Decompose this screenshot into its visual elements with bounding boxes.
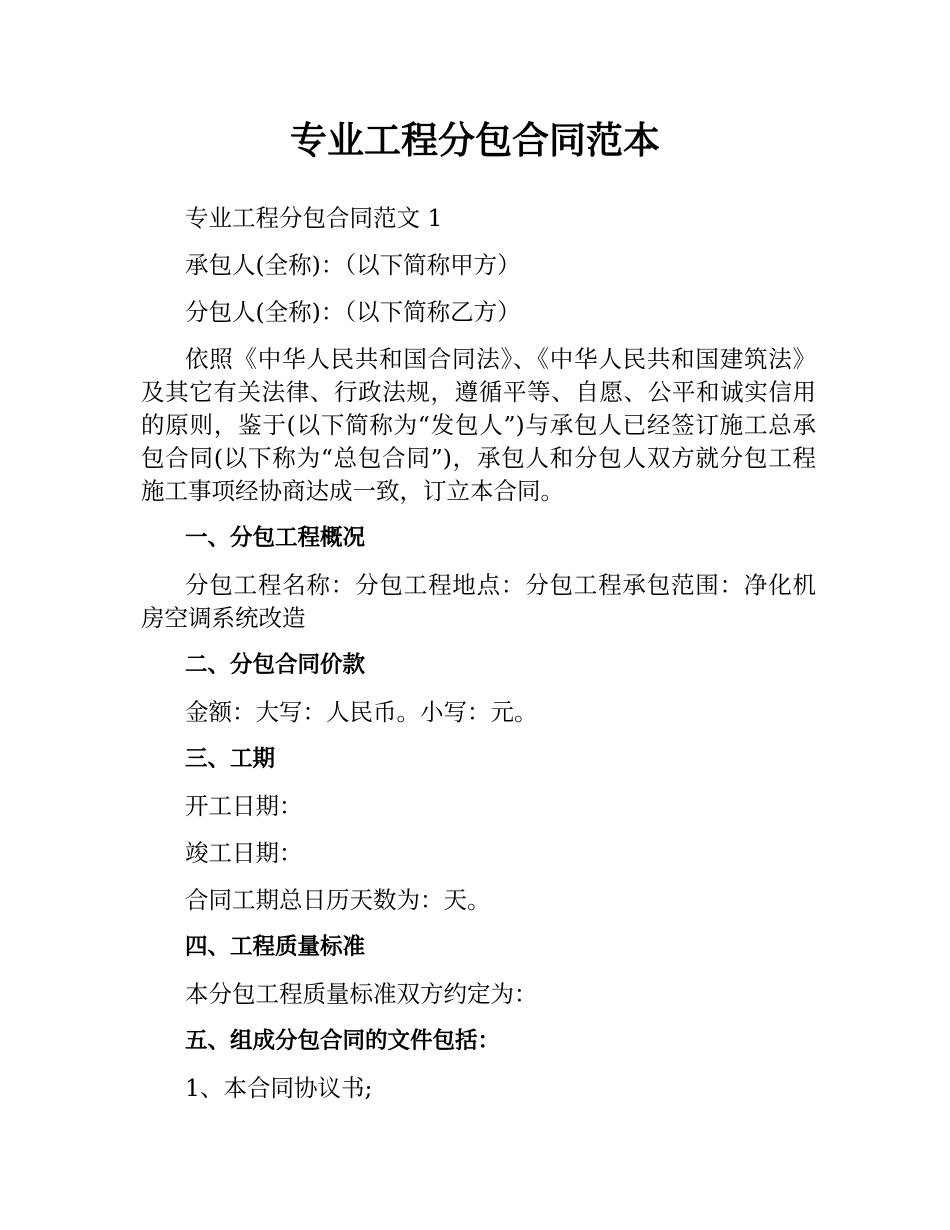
document-subtitle: 专业工程分包合同范文 1 [185, 204, 443, 232]
overview-text: 分包工程名称：分包工程地点：分包工程承包范围：净化机房空调系统改造 [141, 571, 816, 632]
quality-text: 本分包工程质量标准双方约定为： [185, 980, 538, 1008]
contractor-line: 承包人(全称)：（以下简称甲方） [185, 251, 521, 279]
section-heading-quality: 四、工程质量标准 [185, 934, 366, 960]
document-body [141, 202, 816, 1105]
section-heading-overview: 一、分包工程概况 [185, 525, 366, 551]
completion-date-line: 竣工日期： [185, 839, 303, 867]
total-days-line: 合同工期总日历天数为：天。 [185, 886, 491, 914]
section-heading-schedule: 三、工期 [185, 746, 276, 772]
preamble-paragraph: 依照《中华人民共和国合同法》、《中华人民共和国建筑法》及其它有关法律、行政法规，遵循平等、自愿、公平和诚实信用的原则，鉴于(以下简称为“发包人”)与承包人已经签订施工总承包合同(以下称为“总包合同”)，承包人和分包人双方就分包工程施工事项经协商达成一致，订立本合同。 [141, 345, 816, 505]
price-text: 金额：大写：人民币。小写：元。 [185, 698, 538, 726]
start-date-line: 开工日期： [185, 792, 303, 820]
subcontractor-line: 分包人(全称)：（以下简称乙方） [185, 298, 521, 326]
section-heading-documents: 五、组成分包合同的文件包括： [185, 1028, 501, 1054]
documents-item-1: 1、本合同协议书; [185, 1074, 373, 1102]
section-heading-price: 二、分包合同价款 [185, 652, 366, 678]
document-title: 专业工程分包合同范本 [290, 119, 660, 162]
